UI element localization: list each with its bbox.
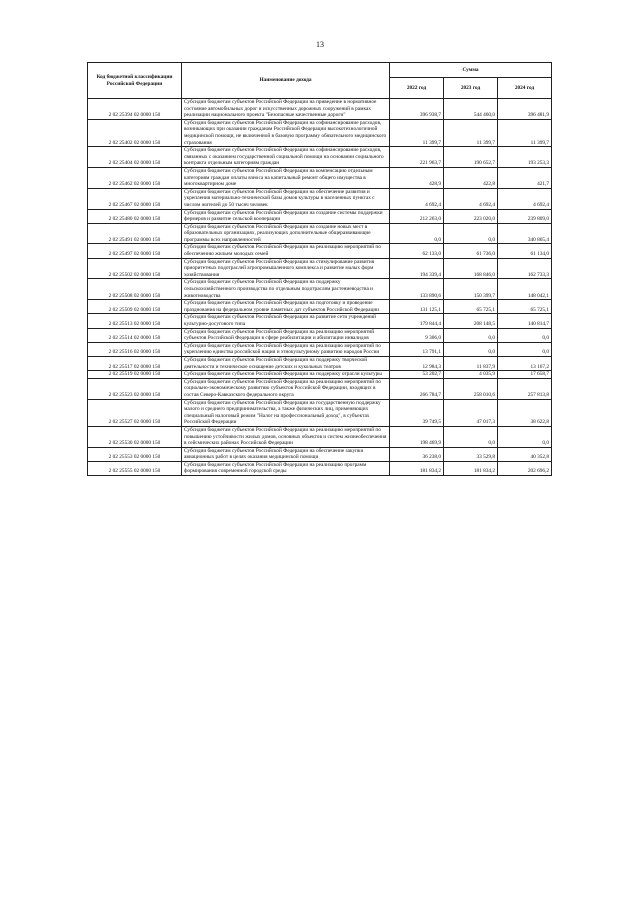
row-name: Субсидии бюджетам субъектов Российской Федерации на компенсацию отдельным категориям граждан оплаты взноса на капитальный ремонт общего имущества в многоквартирном доме: [182, 167, 390, 188]
row-value-2023: 11 837,9: [444, 356, 498, 370]
row-value-2022: 39 749,5: [390, 399, 444, 426]
row-value-2022: 62 133,0: [390, 244, 444, 258]
row-code: 2 02 25530 02 0000 150: [88, 426, 182, 447]
table-row: [88, 342, 552, 356]
row-name: Субсидии бюджетам субъектов Российской Федерации на поддержку отрасли культуры: [182, 371, 390, 379]
row-code: 2 02 25402 02 0000 150: [88, 119, 182, 146]
row-value-2023: 4 692,4: [444, 188, 498, 209]
row-name: Субсидии бюджетам субъектов Российской Федерации на приведение в нормативное состояние автомобильных дорог и искусственных дорожных сооружений в рамках реализации национального проекта "Безопасные качественные дороги": [182, 99, 390, 120]
row-value-2024: 0,0: [498, 426, 552, 447]
row-value-2023: 422,8: [444, 167, 498, 188]
row-value-2024: 396 481,9: [498, 99, 552, 120]
row-value-2023: 0,0: [444, 223, 498, 244]
row-value-2024: 4 692,4: [498, 188, 552, 209]
row-value-2023: 190 652,7: [444, 147, 498, 168]
row-code: 2 02 25508 02 0000 150: [88, 279, 182, 300]
row-code: 2 02 25519 02 0000 150: [88, 371, 182, 379]
row-value-2023: 208 148,5: [444, 314, 498, 328]
row-name: Субсидии бюджетам субъектов Российской Федерации на обеспечение закупки авиационных работ в целях оказания медицинской помощи: [182, 447, 390, 461]
row-value-2022: 131 125,1: [390, 300, 444, 314]
table-row: [88, 258, 552, 279]
header-name: Наименование дохода: [182, 63, 390, 99]
row-value-2023: 4 035,9: [444, 371, 498, 379]
row-code: 2 02 25523 02 0000 150: [88, 378, 182, 399]
row-name: Субсидии бюджетам субъектов Российской Федерации на реализацию мероприятий по социально-экономическому развитию субъектов Российской Федерации, входящих в состав Северо-Кавказского федерального округа: [182, 378, 390, 399]
row-value-2024: 340 865,4: [498, 223, 552, 244]
row-value-2024: 0,0: [498, 342, 552, 356]
row-code: 2 02 25394 02 0000 150: [88, 99, 182, 120]
table-row: [88, 223, 552, 244]
row-value-2023: 0,0: [444, 328, 498, 342]
row-value-2024: 38 622,8: [498, 399, 552, 426]
table-row: [88, 399, 552, 426]
row-name: Субсидии бюджетам субъектов Российской Федерации на софинансирование расходов, возникающих при оказании гражданам Российской Федерации высокотехнологичной медицинской помощи, не включенной в базовую программу обязательного медицинского страхования: [182, 119, 390, 146]
table-row: [88, 461, 552, 475]
row-value-2022: 13 791,1: [390, 342, 444, 356]
row-code: 2 02 25513 02 0000 150: [88, 314, 182, 328]
row-code: 2 02 25491 02 0000 150: [88, 223, 182, 244]
table-row: [88, 356, 552, 370]
row-value-2022: 181 834,2: [390, 461, 444, 475]
row-value-2024: 17 658,7: [498, 371, 552, 379]
row-value-2022: 0,0: [390, 223, 444, 244]
table-row: [88, 378, 552, 399]
header-sum: Сумма: [390, 63, 552, 78]
table-row: [88, 426, 552, 447]
row-value-2022: 133 890,6: [390, 279, 444, 300]
row-value-2024: 421,7: [498, 167, 552, 188]
table-row: [88, 99, 552, 120]
row-name: Субсидии бюджетам субъектов Российской Федерации на поддержку сельскохозяйственного производства по отдельным подотраслям растениеводства и животноводства: [182, 279, 390, 300]
table-row: [88, 188, 552, 209]
row-value-2022: 9 306,0: [390, 328, 444, 342]
row-value-2024: 11 399,7: [498, 119, 552, 146]
row-code: 2 02 25497 02 0000 150: [88, 244, 182, 258]
row-value-2023: 11 399,7: [444, 119, 498, 146]
row-value-2024: 13 167,2: [498, 356, 552, 370]
row-code: 2 02 25502 02 0000 150: [88, 258, 182, 279]
budget-revenue-table: [87, 62, 552, 476]
row-value-2023: 150 399,7: [444, 279, 498, 300]
row-code: 2 02 25480 02 0000 150: [88, 209, 182, 223]
row-name: Субсидии бюджетам субъектов Российской Федерации на государственную поддержку малого и среднего предпринимательства, а также физических лиц, применяющих специальный налоговый режим "Налог на профессиональный доход", в субъектах Российской Федерации: [182, 399, 390, 426]
row-code: 2 02 25527 02 0000 150: [88, 399, 182, 426]
row-value-2022: 428,9: [390, 167, 444, 188]
header-year-2024: 2024 год: [498, 78, 552, 99]
row-name: Субсидии бюджетам субъектов Российской Федерации на подготовку и проведение празднования на федеральном уровне памятных дат субъектов Российской Федерации: [182, 300, 390, 314]
row-value-2024: 162 733,3: [498, 258, 552, 279]
table-row: [88, 314, 552, 328]
row-code: 2 02 25555 02 0000 150: [88, 461, 182, 475]
row-value-2022: 4 692,4: [390, 188, 444, 209]
table-row: [88, 300, 552, 314]
row-value-2024: 140 814,7: [498, 314, 552, 328]
table-body: [88, 99, 552, 476]
row-value-2024: 0,0: [498, 328, 552, 342]
row-code: 2 02 25553 02 0000 150: [88, 447, 182, 461]
table-row: [88, 147, 552, 168]
row-code: 2 02 25462 02 0000 150: [88, 167, 182, 188]
header-year-2022: 2022 год: [390, 78, 444, 99]
row-value-2024: 257 813,8: [498, 378, 552, 399]
row-value-2024: 65 725,1: [498, 300, 552, 314]
row-code: 2 02 25516 02 0000 150: [88, 342, 182, 356]
row-value-2022: 53 202,7: [390, 371, 444, 379]
page-number: 13: [316, 40, 324, 49]
row-value-2023: 0,0: [444, 342, 498, 356]
row-name: Субсидии бюджетам субъектов Российской Федерации на реализацию мероприятий по повышению устойчивости жилых домов, основных объектов и систем жизнеобеспечения в сейсмических районах Российской Федерации: [182, 426, 390, 447]
row-value-2023: 65 725,1: [444, 300, 498, 314]
row-value-2024: 148 042,1: [498, 279, 552, 300]
row-value-2022: 212 263,0: [390, 209, 444, 223]
table-row: [88, 244, 552, 258]
row-value-2023: 61 736,0: [444, 244, 498, 258]
table-row: [88, 371, 552, 379]
header-code: Код бюджетной классификации Российской Федерации: [88, 63, 182, 99]
row-value-2024: 61 134,0: [498, 244, 552, 258]
row-value-2023: 0,0: [444, 426, 498, 447]
row-name: Субсидии бюджетам субъектов Российской Федерации на реализацию мероприятий субъектов Российской Федерации в сфере реабилитации и абилитации инвалидов: [182, 328, 390, 342]
row-name: Субсидии бюджетам субъектов Российской Федерации на развитие сети учреждений культурно-досугового типа: [182, 314, 390, 328]
row-value-2024: 239 809,0: [498, 209, 552, 223]
row-value-2023: 223 020,0: [444, 209, 498, 223]
row-code: 2 02 25404 02 0000 150: [88, 147, 182, 168]
row-code: 2 02 25509 02 0000 150: [88, 300, 182, 314]
row-value-2024: 40 352,8: [498, 447, 552, 461]
row-value-2023: 544 460,0: [444, 99, 498, 120]
row-value-2024: 193 253,3: [498, 147, 552, 168]
row-value-2022: 266 784,7: [390, 378, 444, 399]
row-value-2023: 168 846,0: [444, 258, 498, 279]
row-value-2024: 202 696,2: [498, 461, 552, 475]
row-value-2023: 181 834,2: [444, 461, 498, 475]
row-name: Субсидии бюджетам субъектов Российской Федерации на стимулирование развития приоритетных подотраслей агропромышленного комплекса и развитие малых форм хозяйствования: [182, 258, 390, 279]
row-name: Субсидии бюджетам субъектов Российской Федерации на поддержку творческой деятельности и техническое оснащение детских и кукольных театров: [182, 356, 390, 370]
row-value-2022: 221 963,7: [390, 147, 444, 168]
row-code: 2 02 25467 02 0000 150: [88, 188, 182, 209]
row-value-2023: 33 529,8: [444, 447, 498, 461]
table-row: [88, 447, 552, 461]
row-value-2022: 12 984,3: [390, 356, 444, 370]
header-year-2023: 2023 год: [444, 78, 498, 99]
row-value-2022: 396 938,7: [390, 99, 444, 120]
table-row: [88, 328, 552, 342]
row-name: Субсидии бюджетам субъектов Российской Федерации на создание новых мест в образовательных организациях, реализующих дополнительные общеразвивающие программы всех направленностей: [182, 223, 390, 244]
table-row: [88, 167, 552, 188]
row-value-2023: 47 017,3: [444, 399, 498, 426]
row-value-2022: 198 469,9: [390, 426, 444, 447]
row-value-2022: 194 339,4: [390, 258, 444, 279]
row-value-2022: 11 399,7: [390, 119, 444, 146]
row-code: 2 02 25517 02 0000 150: [88, 356, 182, 370]
row-name: Субсидии бюджетам субъектов Российской Федерации на реализацию мероприятий по укреплению единства российской нации и этнокультурному развитию народов России: [182, 342, 390, 356]
row-value-2023: 258 010,6: [444, 378, 498, 399]
row-value-2022: 179 844,4: [390, 314, 444, 328]
row-name: Субсидии бюджетам субъектов Российской Федерации на реализацию программ формирования современной городской среды: [182, 461, 390, 475]
row-name: Субсидии бюджетам субъектов Российской Федерации на софинансирование расходов, связанных с оказанием государственной социальной помощи на основании социального контракта отдельным категориям граждан: [182, 147, 390, 168]
row-name: Субсидии бюджетам субъектов Российской Федерации на создание системы поддержки фермеров и развитие сельской кооперации: [182, 209, 390, 223]
table-row: [88, 119, 552, 146]
row-name: Субсидии бюджетам субъектов Российской Федерации на реализацию мероприятий по обеспечению жильем молодых семей: [182, 244, 390, 258]
row-value-2022: 36 238,0: [390, 447, 444, 461]
table-row: [88, 279, 552, 300]
table-row: [88, 209, 552, 223]
row-name: Субсидии бюджетам субъектов Российской Федерации на обеспечение развития и укрепления материально-технической базы домов культуры в населенных пунктах с числом жителей до 50 тысяч человек: [182, 188, 390, 209]
row-code: 2 02 25514 02 0000 150: [88, 328, 182, 342]
